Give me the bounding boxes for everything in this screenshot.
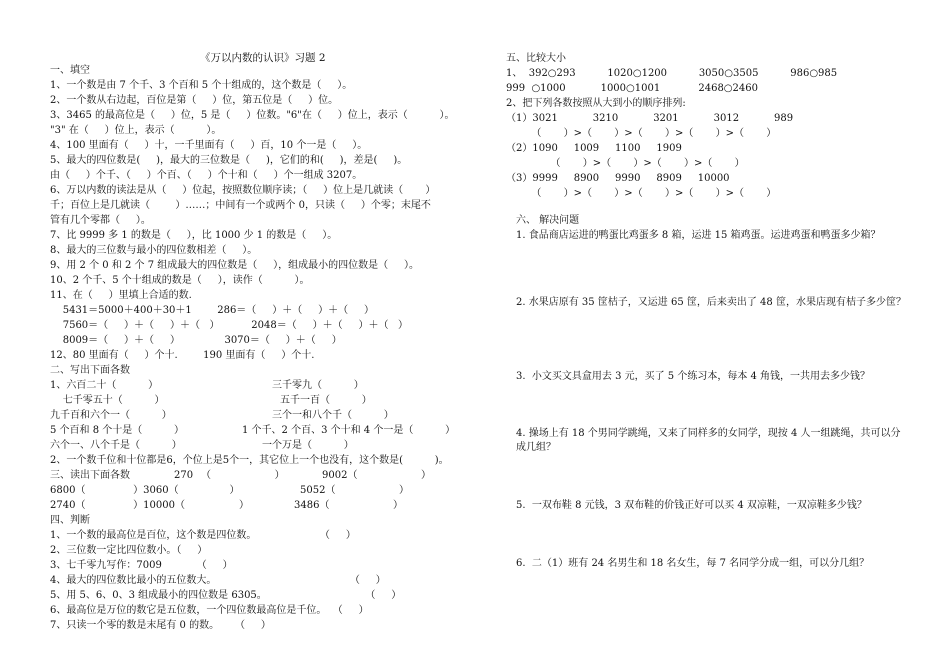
write-q2: 2、一个数千位和十位都是6，个位上是5个一，其它位上一个也没有，这个数是( )。 [50, 455, 449, 466]
judge-q1: 1、一个数的最高位是百位，这个数是四位数。 （ ） [50, 530, 356, 541]
problem-2: 2. 水果店原有 35 筐桔子，又运进 65 筐，后来卖出了 48 筐，水果店现有桔子多少筐？ [516, 297, 906, 308]
fill-q6-cont: 千；百位上是几就读（ ）……；中间有一个或两个 0，只读（ ）个零；末尾不 [50, 200, 431, 211]
fill-q11-row1: 5431＝5000＋400＋30＋1 286＝（ ）＋（ ）＋（ ） [50, 305, 374, 316]
write-item: 六个一、八个千是（ ） [50, 440, 182, 451]
write-item: 五千一百（ ） [280, 395, 372, 406]
problem-5: 5. 一双布鞋 8 元钱，3 双布鞋的价钱正好可以买 4 双凉鞋，一双凉鞋多少钱？ [516, 500, 867, 511]
fill-q8: 8、最大的三位数与最小的四位数相差（ ）。 [50, 245, 258, 256]
fill-q1: 1、一个数是由 7 个千、3 个百和 5 个十组成的，这个数是（ ）。 [50, 80, 353, 91]
read-row: 5052（ ） [300, 485, 410, 496]
section-4-heading: 四、判断 [50, 515, 90, 526]
judge-q6: 6、最高位是万位的数它是五位数，一个四位数最高位是千位。 （ ） [50, 605, 369, 616]
judge-q2: 2、三位数一定比四位数小。（ ） [50, 545, 208, 556]
order-set-2-blanks: （ ）>（ ）>（ ）>（ ） [506, 158, 745, 169]
order-set-1-blanks: （ ）>（ ）>（ ）>（ ）>（ ） [506, 128, 777, 139]
fill-q5: 5、最大的四位数是( )，最大的三位数是（ )，它们的和( )，差是( )。 [50, 155, 408, 166]
fill-q11-row2: 7560＝（ ）＋（ ）＋（ ） 2048＝（ ）＋（ ）＋（ ） [50, 320, 409, 331]
write-item: 1、六百二十（ ） [50, 380, 159, 391]
fill-q10: 10、2 个千、5 个十组成的数是（ ），读作（ ）。 [50, 275, 310, 286]
write-item: 三个一和八个千（ ） [272, 410, 394, 421]
section-2-heading: 二、写出下面各数 [50, 365, 130, 376]
order-set-3-blanks: （ ）>（ ）>（ ）>（ ）>（ ） [506, 188, 777, 199]
fill-q4: 4、100 里面有（ ）十，一千里面有（ ）百，10 个一是（ ）。 [50, 140, 368, 151]
read-row: 2740（ ）10000（ ） [50, 500, 249, 511]
compare-row-2: 999 ○1000 1000○1001 2468○2460 [506, 83, 758, 94]
write-item: 七千零五十（ ） [50, 395, 165, 406]
compare-row-1: 1、 392○293 1020○1200 3050○3505 986○985 [506, 68, 838, 79]
read-blank: （ ） [201, 470, 285, 481]
read-number: 9002（ ） [322, 470, 432, 481]
read-number: 270 [174, 470, 194, 481]
write-item: 一个万是（ ） [262, 440, 354, 451]
problem-4: 4. 操场上有 18 个男同学跳绳，又来了同样多的女同学，现按 4 人一组跳绳，共可以分成几组？ [516, 428, 901, 453]
fill-q7: 7、比 9999 多 1 的数是（ ），比 1000 少 1 的数是（ ）。 [50, 230, 338, 241]
write-item: 1 个千、2 个百、3 个十和 4 个一是（ ） [242, 425, 456, 436]
worksheet-title: 《万以内数的认识》习题 2 [200, 52, 326, 64]
fill-q9: 9、用 2 个 0 和 2 个 7 组成最大的四位数是（ ），组成最小的四位数是（ ）。 [50, 260, 420, 271]
order-set-1: （1）3021 3210 3201 3012 989 [506, 113, 794, 124]
fill-q5-cont: 由（ ）个千、（ ）个百、（ ）个十和（ ）个一组成 3207。 [50, 170, 363, 181]
section-5-heading: 五、比较大小 [506, 53, 566, 64]
order-set-2: （2）1090 1009 1100 1909 [506, 143, 682, 154]
read-row: 6800（ ）3060（ ） [50, 485, 240, 496]
order-set-3: （3）9999 8900 9990 8909 10000 [506, 173, 730, 184]
fill-q11: 11、在（ ）里填上合适的数. [50, 290, 192, 301]
read-row: 3486（ ） [294, 500, 404, 511]
judge-q5: 5、用 5、6、0、3 组成最小的四位数是 6305。 （ ） [50, 590, 402, 601]
fill-q2: 2、一个数从右边起，百位是第（ ）位，第五位是（ ）位。 [50, 95, 339, 106]
fill-q3-cont: "3" 在（ ）位上，表示（ ）。 [50, 125, 222, 136]
problem-6: 6. 二（1）班有 24 名男生和 18 名女生，每 7 名同学分成一组，可以分几组？ [516, 558, 870, 569]
fill-q6: 6、万以内数的读法是从（ ）位起，按照数位顺序读；（ ）位上是几就读（ ） [50, 185, 436, 196]
write-item: 5 个百和 8 个十是（ ） [50, 425, 185, 436]
order-instructions: 2、把下列各数按照从大到小的顺序排列: [506, 98, 686, 109]
fill-q12: 12、80 里面有（ ）个十. 190 里面有（ ）个十. [50, 350, 315, 361]
fill-q3: 3、3465 的最高位是（ ）位，5 是（ ）位数。"6"在（ ）位上，表示（ ）。 [50, 110, 455, 121]
fill-q11-row3: 8009＝（ ）＋（ ） 3070＝（ ）＋（ ） [50, 335, 342, 346]
problem-1: 1. 食品商店运进的鸭蛋比鸡蛋多 8 箱，运进 15 箱鸡蛋。运进鸡蛋和鸭蛋多少箱？ [516, 230, 881, 241]
judge-q7: 7、只读一个零的数是末尾有 0 的数。 （ ） [50, 620, 271, 631]
judge-q4: 4、最大的四位数比最小的五位数大。 （ ） [50, 575, 386, 586]
section-3-heading: 三、读出下面各数 [50, 470, 130, 481]
section-1-heading: 一、填空 [50, 65, 90, 76]
problem-3: 3. 小文买文具盒用去 3 元，买了 5 个练习本，每本 4 角钱，一共用去多少钱？ [516, 371, 871, 382]
judge-q3: 3、七千零九写作：7009 （ ） [50, 560, 233, 571]
write-item: 三千零九（ ） [272, 380, 364, 391]
fill-q6-end: 管有几个零都（ ）。 [50, 215, 151, 226]
section-6-heading: 六、 解决问题 [516, 215, 580, 226]
write-item: 九千百和六个一（ ） [50, 410, 172, 421]
